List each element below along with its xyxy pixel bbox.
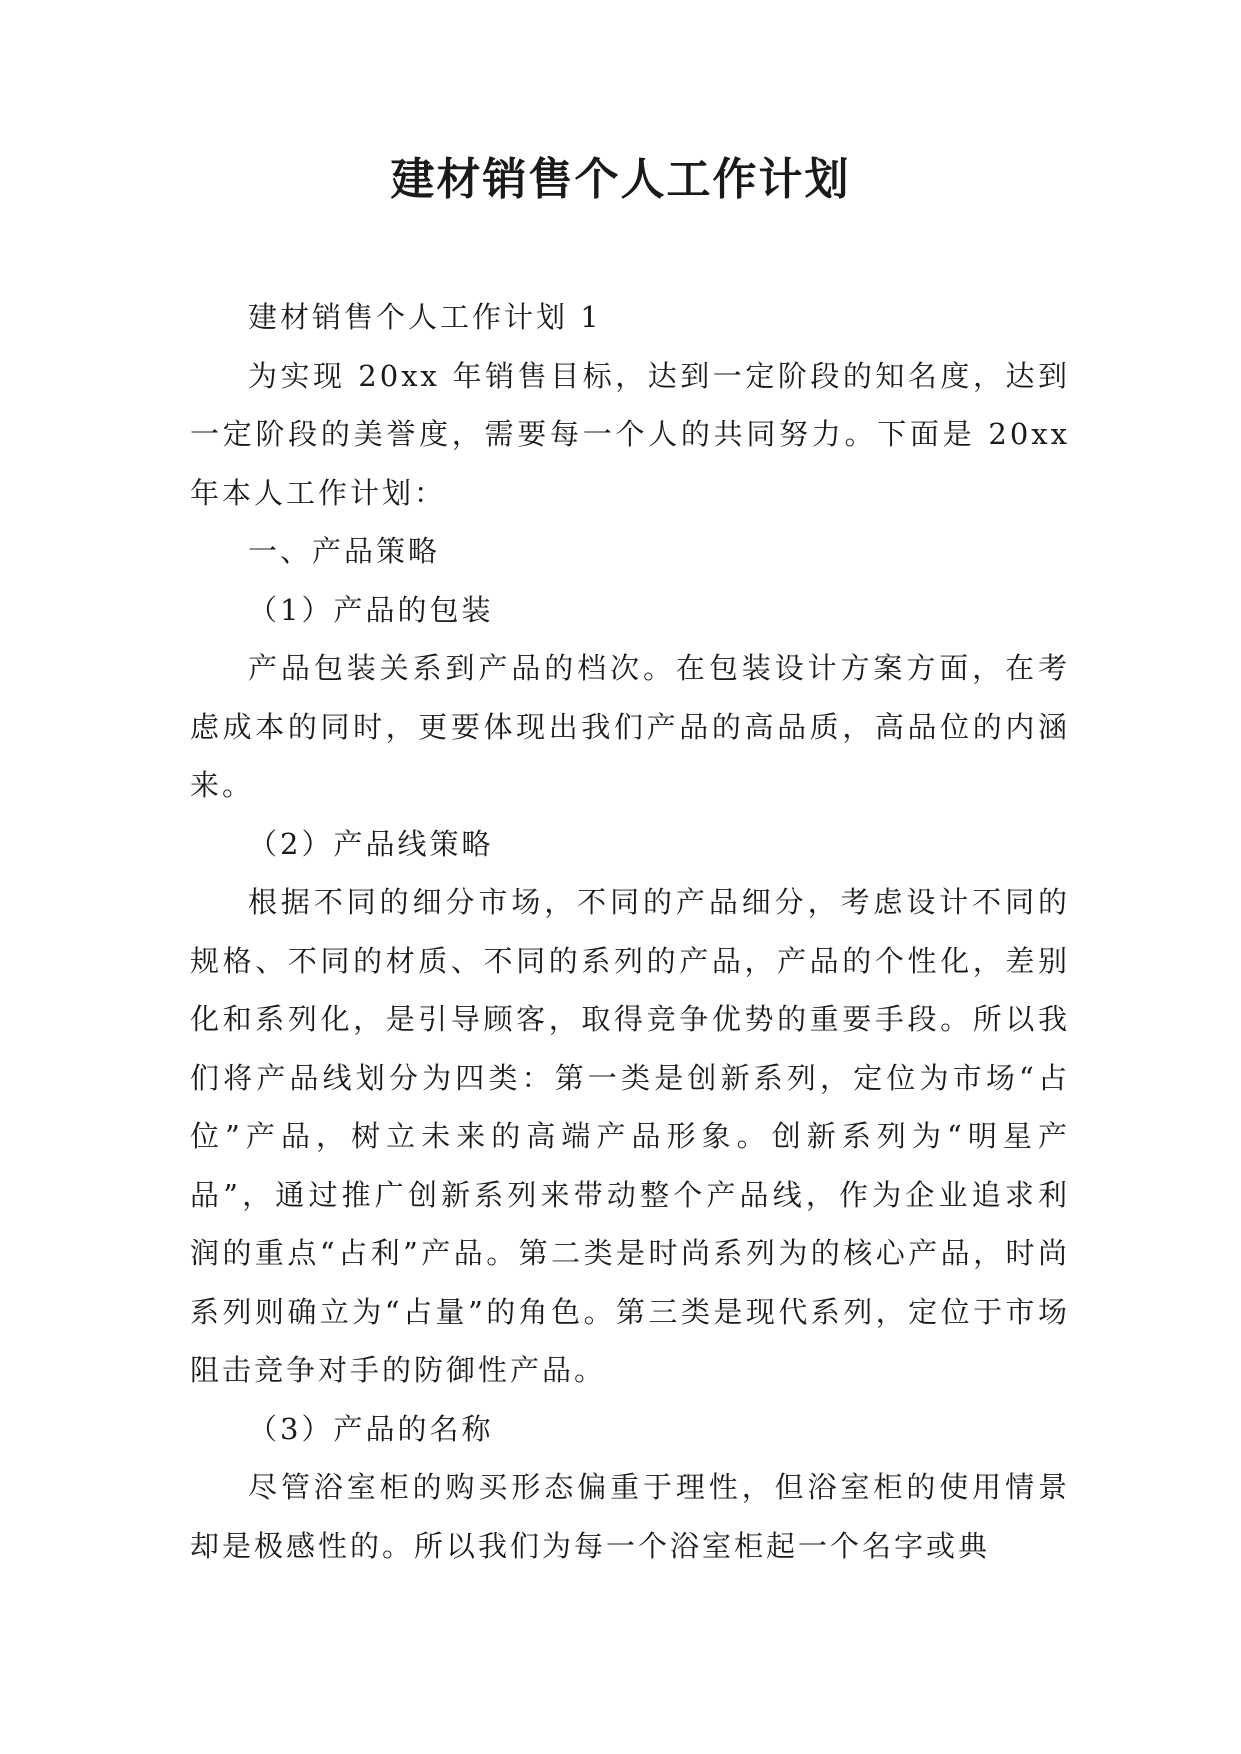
subsection-heading-packaging: （1）产品的包装 [248,592,494,627]
packaging-paragraph: 产品包装关系到产品的档次。在包装设计方案方面，在考虑成本的同时，更要体现出我们产品的高品质，高品位的内涵来。 [190,651,1070,802]
document-title: 建材销售个人工作计划 [390,154,851,205]
section-heading-product-strategy: 一、产品策略 [248,534,441,568]
subtitle-paragraph: 建材销售个人工作计划 1 [248,300,602,334]
document-body [190,288,1070,1575]
intro-paragraph: 为实现 20xx 年销售目标，达到一定阶段的知名度，达到一定阶段的美誉度，需要每一个人的共同努力。下面是 20xx 年本人工作计划： [190,358,1070,510]
subsection-heading-product-line: （2）产品线策略 [248,826,494,861]
subsection-heading-product-name: （3）产品的名称 [248,1411,494,1446]
product-line-paragraph: 根据不同的细分市场，不同的产品细分，考虑设计不同的规格、不同的材质、不同的系列的产品，产品的个性化，差别化和系列化，是引导顾客，取得竞争优势的重要手段。所以我们将产品线划分为四类：第一类是创新系列，定位为市场“占位”产品，树立未来的高端产品形象。创新系列为“明星产品”，通过推广创新系列来带动整个产品线，作为企业追求利润的重点“占利”产品。第二类是时尚系列为的核心产品，时尚系列则确立为“占量”的角色。第三类是现代系列，定位于市场阻击竞争对手的防御性产品。 [190,885,1070,1387]
product-name-paragraph: 尽管浴室柜的购买形态偏重于理性，但浴室柜的使用情景却是极感性的。所以我们为每一个浴室柜起一个名字或典 [190,1470,1070,1563]
